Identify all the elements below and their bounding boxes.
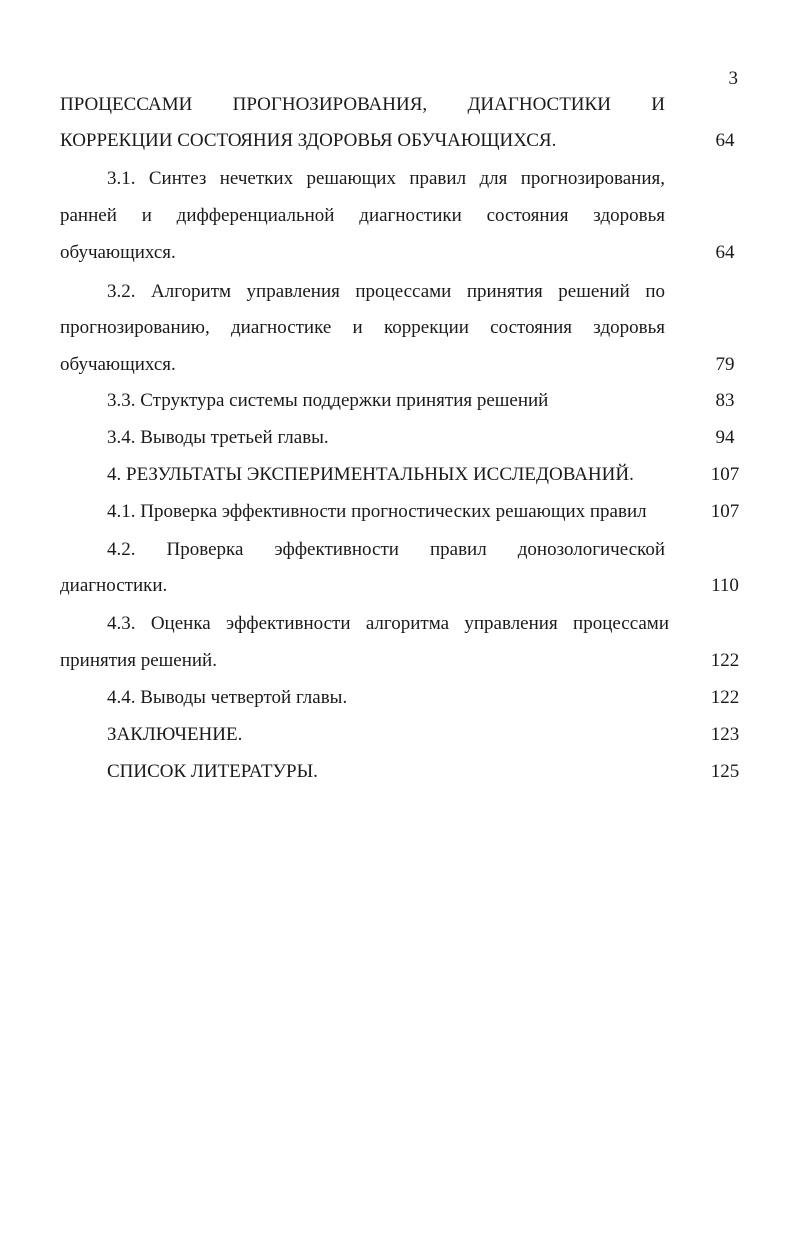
toc-chapter3-title-line1: ПРОЦЕССАМИ ПРОГНОЗИРОВАНИЯ, ДИАГНОСТИКИ И [60,94,665,115]
toc-chapter4-title: 4. РЕЗУЛЬТАТЫ ЭКСПЕРИМЕНТАЛЬНЫХ ИССЛЕДОВАНИЙ. [107,464,634,485]
toc-section-4-3-line1: 4.3. Оценка эффективности алгоритма управления процессами [107,613,669,634]
toc-section-4-3-line2: принятия решений. [60,650,217,671]
toc-section-4-2-line2: диагностики. [60,575,168,596]
toc-section-4-2-line1: 4.2. Проверка эффективности правил донозологической [107,539,665,560]
toc-section-3-3-page: 83 [715,390,735,411]
toc-section-3-1-page: 64 [715,242,735,263]
toc-section-3-2-line2: прогнозированию, диагностике и коррекции состояния здоровья [60,317,665,338]
toc-section-4-1-page: 107 [710,501,740,522]
toc-section-3-1-line2: ранней и дифференциальной диагностики состояния здоровья [60,205,665,226]
toc-section-4-4-page: 122 [710,687,740,708]
page-number: 3 [728,68,738,89]
toc-section-4-4: 4.4. Выводы четвертой главы. [107,687,348,708]
toc-section-3-4-page: 94 [715,427,735,448]
toc-section-4-1: 4.1. Проверка эффективности прогностических решающих правил [107,501,647,522]
toc-chapter3-title-line2: КОРРЕКЦИИ СОСТОЯНИЯ ЗДОРОВЬЯ ОБУЧАЮЩИХСЯ. [60,130,557,151]
toc-section-4-2-page: 110 [711,575,739,596]
toc-section-4-3-page: 122 [710,650,740,671]
toc-section-3-4: 3.4. Выводы третьей главы. [107,427,329,448]
toc-conclusion-page: 123 [710,724,740,745]
toc-references-page: 125 [710,761,740,782]
toc-chapter3-page: 64 [715,130,735,151]
toc-section-3-1-line3: обучающихся. [60,242,176,263]
toc-section-3-3: 3.3. Структура системы поддержки принятия решений [107,390,549,411]
toc-section-3-2-page: 79 [715,354,735,375]
toc-references: СПИСОК ЛИТЕРАТУРЫ. [107,761,318,782]
toc-section-3-1-line1: 3.1. Синтез нечетких решающих правил для прогнозирования, [107,168,665,189]
toc-section-3-2-line1: 3.2. Алгоритм управления процессами принятия решений по [107,281,665,302]
toc-conclusion: ЗАКЛЮЧЕНИЕ. [107,724,243,745]
toc-section-3-2-line3: обучающихся. [60,354,176,375]
toc-chapter4-page: 107 [710,464,740,485]
